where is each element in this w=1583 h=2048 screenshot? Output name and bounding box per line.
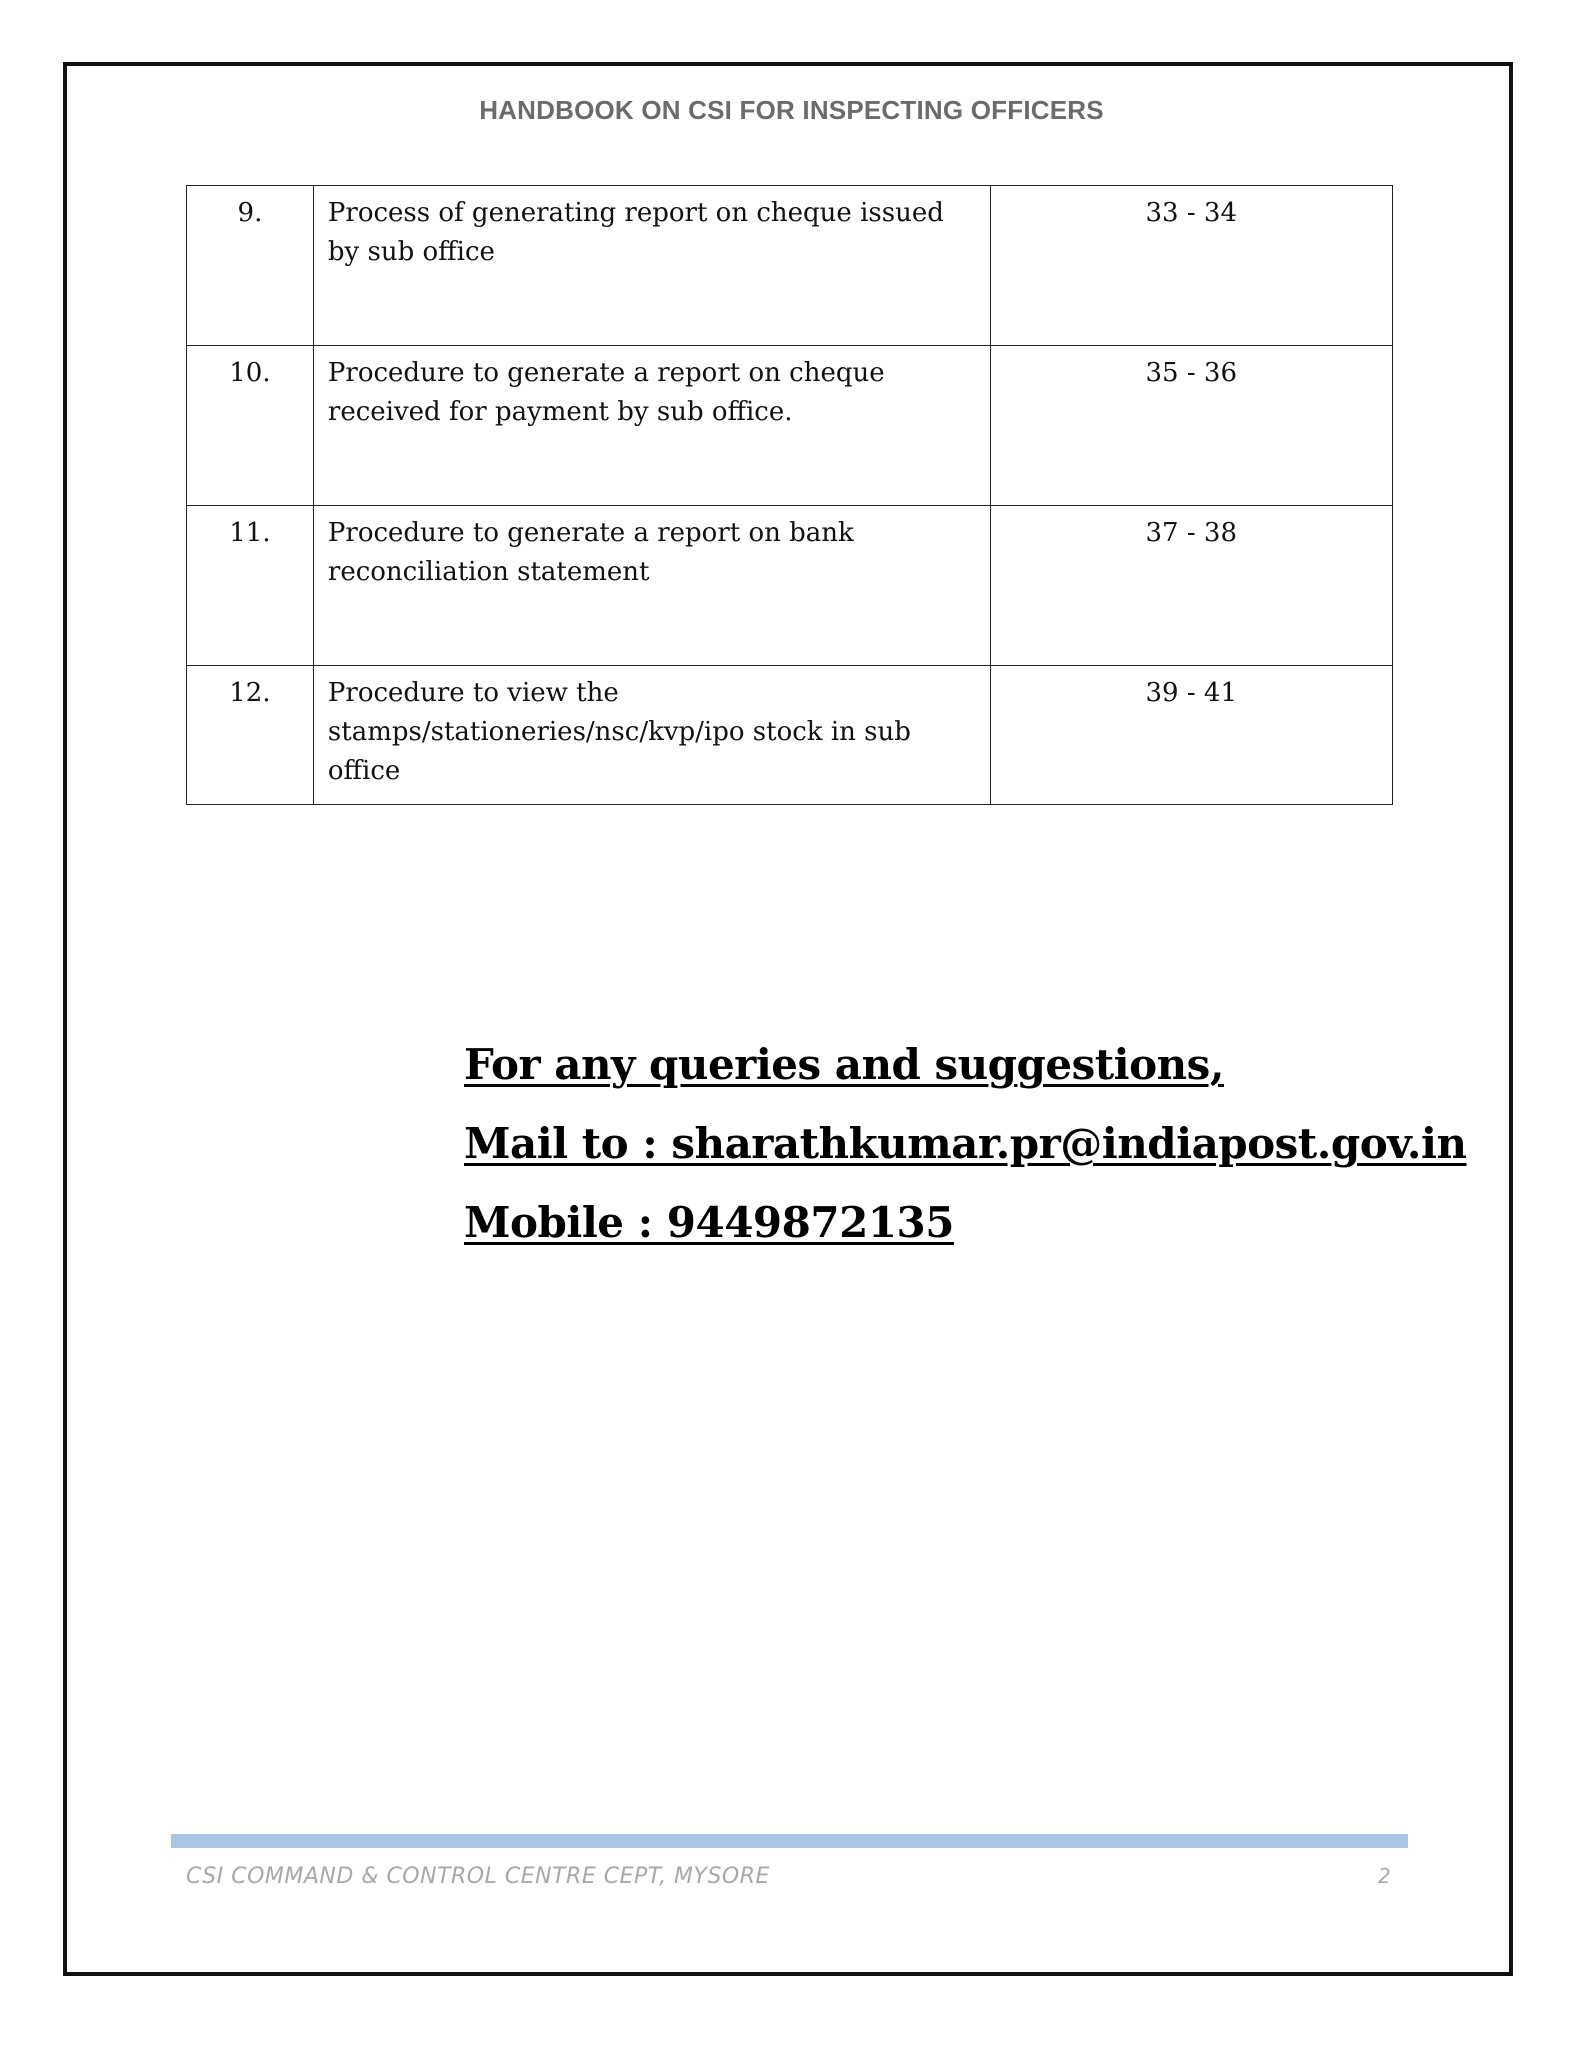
table-row (187, 186, 1393, 346)
item-pages: 39 - 41 (990, 666, 1392, 805)
item-number: 12. (187, 666, 314, 805)
footer-rule (171, 1834, 1408, 1848)
item-description: Process of generating report on cheque issued by sub office (313, 186, 990, 346)
item-pages: 35 - 36 (990, 346, 1392, 506)
page-number: 2 (1378, 1864, 1391, 1888)
item-description: Procedure to generate a report on bank reconciliation statement (313, 506, 990, 666)
contact-block (464, 1040, 1467, 1277)
table-row (187, 346, 1393, 506)
queries-heading: For any queries and suggestions, (464, 1040, 1224, 1089)
item-pages: 33 - 34 (990, 186, 1392, 346)
table-row (187, 666, 1393, 805)
email-line[interactable]: Mail to : sharathkumar.pr@indiapost.gov.in (464, 1119, 1467, 1168)
item-number: 10. (187, 346, 314, 506)
running-header: HANDBOOK ON CSI FOR INSPECTING OFFICERS (479, 95, 1104, 125)
footer-text: CSI COMMAND & CONTROL CENTRE CEPT, MYSORE (186, 1864, 770, 1889)
item-number: 11. (187, 506, 314, 666)
item-description: Procedure to view the stamps/stationeries/nsc/kvp/ipo stock in sub office (313, 666, 990, 805)
item-number: 9. (187, 186, 314, 346)
mobile-line: Mobile : 9449872135 (464, 1198, 954, 1247)
contents-table (186, 185, 1393, 805)
table-row (187, 506, 1393, 666)
item-pages: 37 - 38 (990, 506, 1392, 666)
item-description: Procedure to generate a report on cheque received for payment by sub office. (313, 346, 990, 506)
